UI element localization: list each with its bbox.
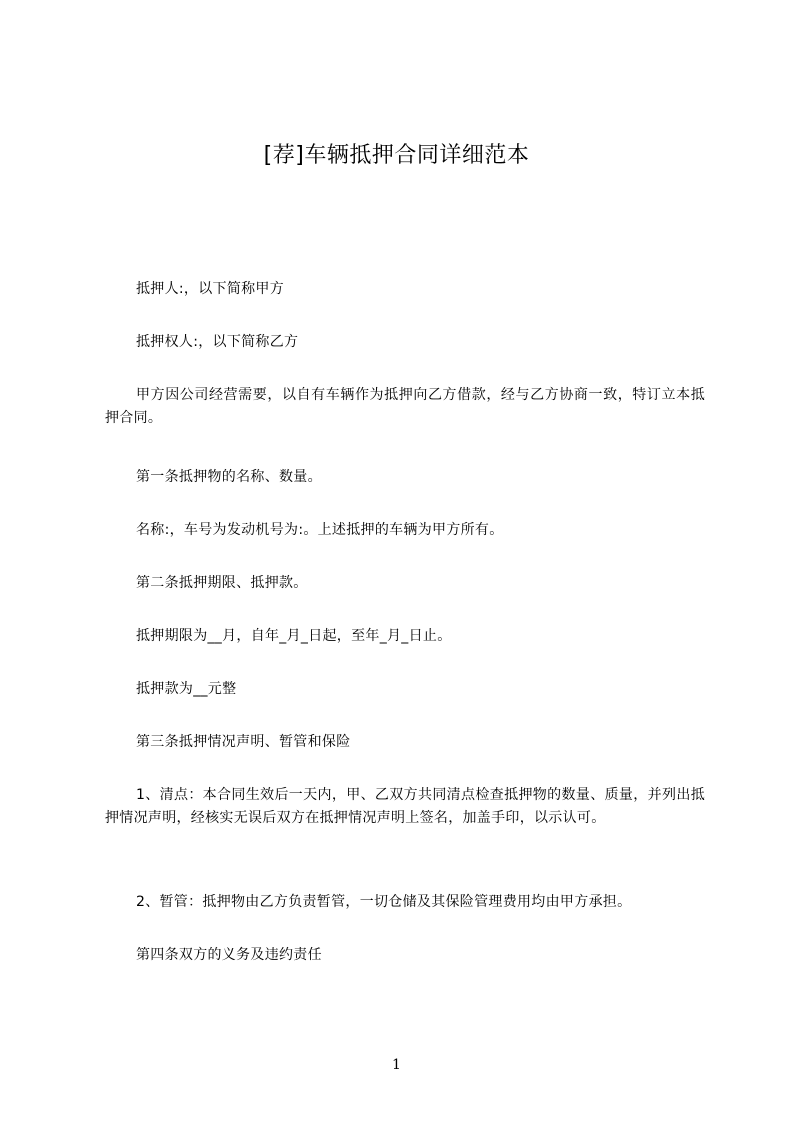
- page-number: 1: [392, 1057, 401, 1073]
- paragraph-preamble: 甲方因公司经营需要，以自有车辆作为抵押向乙方借款，经与乙方协商一致，特订立本抵押合同。: [105, 387, 705, 426]
- section-heading-4: 第四条双方的义务及违约责任: [136, 947, 322, 963]
- section-heading-3: 第三条抵押情况声明、暂管和保险: [136, 734, 351, 750]
- paragraph-inventory-check: 1、清点：本合同生效后一天内，甲、乙双方共同清点检查抵押物的数量、质量，并列出抵押情况声明，经核实无误后双方在抵押情况声明上签名，加盖手印，以示认可。: [105, 787, 705, 826]
- section-heading-1: 第一条抵押物的名称、数量。: [136, 469, 322, 485]
- paragraph-custody: 2、暂管：抵押物由乙方负责暂管，一切仓储及其保险管理费用均由甲方承担。: [136, 894, 632, 910]
- paragraph-mortgagor: 抵押人:，以下简称甲方: [136, 281, 285, 297]
- paragraph-mortgage-term: 抵押期限为__月，自年_月_日起，至年_月_日止。: [136, 628, 452, 644]
- section-heading-2: 第二条抵押期限、抵押款。: [136, 575, 308, 591]
- paragraph-mortgagee: 抵押权人:，以下简称乙方: [136, 334, 299, 350]
- paragraph-vehicle-name: 名称:，车号为发动机号为:。上述抵押的车辆为甲方所有。: [136, 522, 504, 538]
- document-title: [荐]车辆抵押合同详细范本: [263, 143, 530, 168]
- paragraph-mortgage-amount: 抵押款为__元整: [136, 681, 237, 697]
